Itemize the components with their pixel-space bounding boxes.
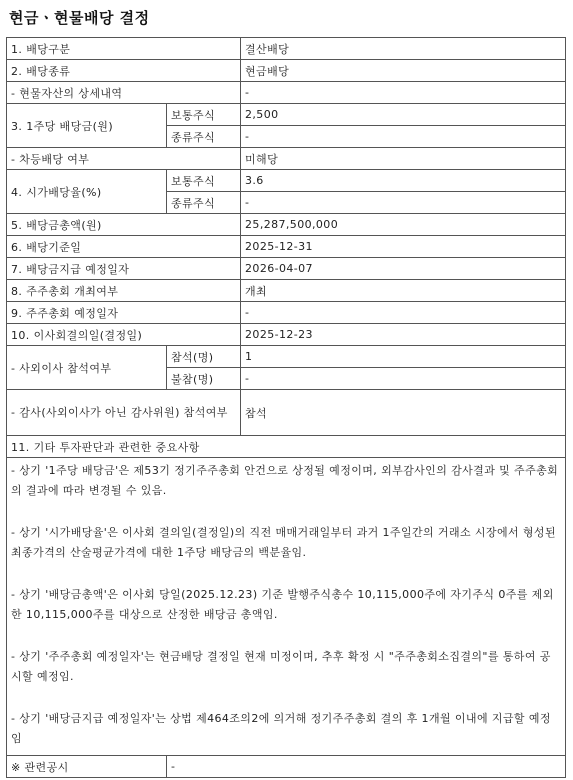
table-row	[7, 280, 566, 302]
common-stock-label: 보통주식	[167, 104, 241, 126]
other-matters-label: 11. 기타 투자판단과 관련한 중요사항	[7, 436, 566, 458]
in-kind-asset-detail-label: - 현물자산의 상세내역	[7, 82, 241, 104]
table-row	[7, 258, 566, 280]
shareholders-meeting-date-value: -	[241, 302, 566, 324]
board-resolution-date-value: 2025-12-23	[241, 324, 566, 346]
related-disclosure-label: ※ 관련공시	[7, 756, 167, 778]
note-paragraph: - 상기 '배당금지급 예정일자'는 상법 제464조의2에 의거해 정기주주총회 결의 후 1개월 이내에 지급할 예정임	[11, 712, 551, 745]
payment-date-value: 2026-04-07	[241, 258, 566, 280]
table-row	[7, 436, 566, 458]
total-dividend-value: 25,287,500,000	[241, 214, 566, 236]
table-row	[7, 756, 566, 778]
dividend-per-share-label: 3. 1주당 배당금(원)	[7, 104, 167, 148]
table-row	[7, 82, 566, 104]
table-row	[7, 38, 566, 60]
table-row	[7, 148, 566, 170]
class-stock-label: 종류주식	[167, 126, 241, 148]
shareholders-meeting-held-value: 개최	[241, 280, 566, 302]
differential-dividend-value: 미해당	[241, 148, 566, 170]
note-paragraph: - 상기 '시가배당율'은 이사회 결의일(결정일)의 직전 매매거래일부터 과거 1주일간의 거래소 시장에서 형성된 최종가격의 산술평균가격에 대한 1주당 배당금의 백분율임.	[11, 526, 556, 559]
payment-date-label: 7. 배당금지급 예정일자	[7, 258, 241, 280]
market-dividend-rate-common-value: 3.6	[241, 170, 566, 192]
dividend-type-value: 결산배당	[241, 38, 566, 60]
table-row	[7, 458, 566, 756]
note-paragraph: - 상기 '주주총회 예정일자'는 현금배당 결정일 현재 미정이며, 추후 확정 시 "주주총회소집결의"를 통하여 공시할 예정임.	[11, 650, 551, 683]
table-row	[7, 390, 566, 436]
dividend-kind-value: 현금배당	[241, 60, 566, 82]
page-title: 현금ㆍ현물배당 결정	[9, 9, 150, 27]
note-paragraph: - 상기 '1주당 배당금'은 제53기 정기주주총회 안건으로 상정될 예정이며, 외부감사인의 감사결과 및 주주총회의 결과에 따라 변경될 수 있음.	[11, 464, 559, 497]
table-row	[7, 324, 566, 346]
table-row	[7, 104, 566, 126]
table-row	[7, 60, 566, 82]
market-dividend-rate-class-value: -	[241, 192, 566, 214]
dividend-per-share-class-value: -	[241, 126, 566, 148]
dividend-per-share-common-value: 2,500	[241, 104, 566, 126]
absent-count-label: 불참(명)	[167, 368, 241, 390]
common-stock-label: 보통주식	[167, 170, 241, 192]
shareholders-meeting-held-label: 8. 주주총회 개최여부	[7, 280, 241, 302]
dividend-type-label: 1. 배당구분	[7, 38, 241, 60]
in-kind-asset-detail-value: -	[241, 82, 566, 104]
shareholders-meeting-date-label: 9. 주주총회 예정일자	[7, 302, 241, 324]
market-dividend-rate-label: 4. 시가배당율(%)	[7, 170, 167, 214]
auditor-attendance-value: 참석	[241, 390, 566, 436]
auditor-attendance-label: - 감사(사외이사가 아닌 감사위원) 참석여부	[7, 390, 241, 436]
table-row	[7, 236, 566, 258]
absent-count-value: -	[241, 368, 566, 390]
table-row	[7, 302, 566, 324]
record-date-value: 2025-12-31	[241, 236, 566, 258]
present-count-value: 1	[241, 346, 566, 368]
record-date-label: 6. 배당기준일	[7, 236, 241, 258]
table-row	[7, 346, 566, 368]
other-matters-notes	[7, 458, 566, 756]
table-row	[7, 214, 566, 236]
related-disclosure-value: -	[167, 756, 566, 778]
note-paragraph: - 상기 '배당금총액'은 이사회 당일(2025.12.23) 기준 발행주식총수 10,115,000주에 자기주식 0주를 제외한 10,115,000주를 대상으로 산정한 배당금 총액임.	[11, 588, 554, 621]
table-row	[7, 170, 566, 192]
class-stock-label: 종류주식	[167, 192, 241, 214]
present-count-label: 참석(명)	[167, 346, 241, 368]
differential-dividend-label: - 차등배당 여부	[7, 148, 241, 170]
dividend-kind-label: 2. 배당종류	[7, 60, 241, 82]
board-resolution-date-label: 10. 이사회결의일(결정일)	[7, 324, 241, 346]
dividend-decision-table	[6, 37, 566, 778]
total-dividend-label: 5. 배당금총액(원)	[7, 214, 241, 236]
outside-director-attendance-label: - 사외이사 참석여부	[7, 346, 167, 390]
